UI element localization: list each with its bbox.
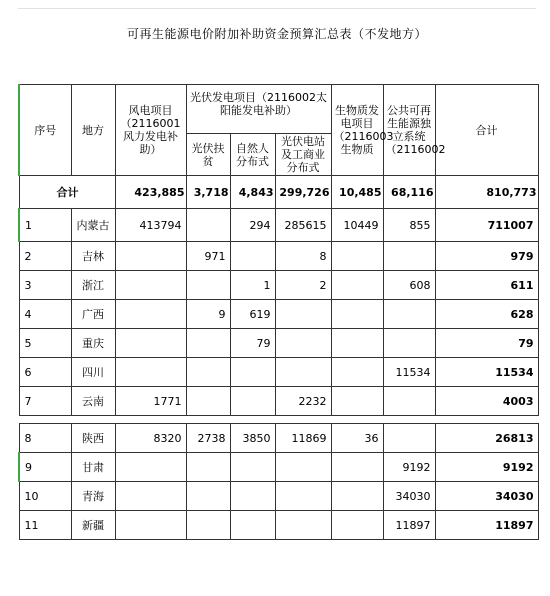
row-offgrid: 11897 [383,511,435,540]
row-pv-station: 2 [275,271,331,300]
table-title: 可再生能源电价附加补助资金预算汇总表（不发地方） [126,27,427,41]
header-total: 合计 [435,85,538,176]
row-region: 重庆 [71,329,115,358]
row-pv-poverty [186,387,230,416]
separator-cell [19,416,538,424]
row-total: 979 [435,242,538,271]
row-total: 4003 [435,387,538,416]
row-offgrid: 11534 [383,358,435,387]
row-pv-natural: 3850 [230,424,275,453]
row-pv-poverty [186,209,230,242]
row-wind [115,453,186,482]
row-seq: 10 [19,482,71,511]
summary-row [19,176,538,209]
row-biomass [331,242,383,271]
row-offgrid: 855 [383,209,435,242]
row-seq: 8 [19,424,71,453]
row-region: 青海 [71,482,115,511]
row-biomass [331,387,383,416]
row-offgrid [383,424,435,453]
row-seq: 2 [19,242,71,271]
row-wind [115,482,186,511]
row-total: 26813 [435,424,538,453]
summary-pv-poverty: 3,718 [186,176,230,209]
row-separator [19,416,538,424]
table-row [19,242,538,271]
row-region: 浙江 [71,271,115,300]
row-pv-natural: 619 [230,300,275,329]
header-wind: 风电项目（2116001风力发电补助） [115,85,186,176]
summary-pv-natural: 4,843 [230,176,275,209]
row-seq: 11 [19,511,71,540]
row-wind: 413794 [115,209,186,242]
row-pv-station: 2232 [275,387,331,416]
table-row [19,329,538,358]
row-seq: 7 [19,387,71,416]
header-pv-group: 光伏发电项目（2116002太阳能发电补助） [186,85,331,134]
table-row [19,271,538,300]
row-region: 甘肃 [71,453,115,482]
table-row [19,453,538,482]
table-row [19,511,538,540]
table-row [19,300,538,329]
row-region: 陕西 [71,424,115,453]
row-seq: 1 [19,209,71,242]
header-pv-natural: 自然人分布式 [230,134,275,176]
row-offgrid [383,300,435,329]
row-wind [115,242,186,271]
row-biomass [331,271,383,300]
row-offgrid [383,329,435,358]
row-wind [115,511,186,540]
row-pv-natural [230,387,275,416]
row-biomass [331,329,383,358]
row-seq: 4 [19,300,71,329]
row-pv-station [275,358,331,387]
row-offgrid: 9192 [383,453,435,482]
row-pv-poverty [186,329,230,358]
row-pv-natural [230,242,275,271]
row-pv-station [275,300,331,329]
row-region: 新疆 [71,511,115,540]
row-pv-poverty: 9 [186,300,230,329]
row-total: 611 [435,271,538,300]
row-pv-poverty: 2738 [186,424,230,453]
row-region: 吉林 [71,242,115,271]
row-region: 广西 [71,300,115,329]
row-pv-poverty [186,453,230,482]
row-biomass: 36 [331,424,383,453]
row-offgrid [383,387,435,416]
budget-table [18,84,539,540]
row-wind [115,271,186,300]
summary-wind: 423,885 [115,176,186,209]
row-pv-station [275,329,331,358]
table-row [19,424,538,453]
summary-pv-station: 299,726 [275,176,331,209]
row-pv-natural: 1 [230,271,275,300]
row-pv-natural [230,511,275,540]
row-biomass [331,453,383,482]
row-total: 79 [435,329,538,358]
row-pv-natural [230,453,275,482]
row-biomass [331,300,383,329]
row-region: 内蒙古 [71,209,115,242]
row-pv-natural [230,358,275,387]
row-biomass [331,482,383,511]
row-biomass [331,511,383,540]
row-total: 11534 [435,358,538,387]
header-pv-poverty: 光伏扶贫 [186,134,230,176]
row-seq: 6 [19,358,71,387]
row-pv-station: 8 [275,242,331,271]
row-total: 628 [435,300,538,329]
row-biomass: 10449 [331,209,383,242]
row-offgrid: 608 [383,271,435,300]
table-row [19,209,538,242]
row-pv-poverty [186,511,230,540]
row-seq: 5 [19,329,71,358]
table-row [19,387,538,416]
row-wind: 1771 [115,387,186,416]
summary-biomass: 10,485 [331,176,383,209]
row-wind [115,329,186,358]
row-seq: 3 [19,271,71,300]
header-seq: 序号 [19,85,71,176]
row-wind [115,358,186,387]
row-total: 11897 [435,511,538,540]
summary-offgrid: 68,116 [383,176,435,209]
row-pv-poverty [186,271,230,300]
table-row [19,358,538,387]
row-wind [115,300,186,329]
summary-label: 合计 [19,176,115,209]
row-biomass [331,358,383,387]
row-pv-station: 11869 [275,424,331,453]
row-total: 711007 [435,209,538,242]
row-wind: 8320 [115,424,186,453]
row-pv-station [275,482,331,511]
row-pv-station: 285615 [275,209,331,242]
table-row [19,482,538,511]
header-region: 地方 [71,85,115,176]
row-pv-poverty: 971 [186,242,230,271]
row-region: 四川 [71,358,115,387]
row-region: 云南 [71,387,115,416]
row-seq: 9 [19,453,71,482]
row-total: 34030 [435,482,538,511]
row-offgrid [383,242,435,271]
row-pv-station [275,511,331,540]
row-pv-natural: 294 [230,209,275,242]
row-pv-poverty [186,482,230,511]
row-total: 9192 [435,453,538,482]
row-pv-station [275,453,331,482]
row-offgrid: 34030 [383,482,435,511]
row-pv-natural [230,482,275,511]
summary-total: 810,773 [435,176,538,209]
sheet-top-border [18,8,536,9]
row-pv-natural: 79 [230,329,275,358]
header-biomass: 生物质发电项目（2116003生物质 [331,85,383,176]
header-offgrid: 公共可再生能源独立系统（2116002 [383,85,435,176]
header-pv-station: 光伏电站及工商业分布式 [275,134,331,176]
row-pv-poverty [186,358,230,387]
